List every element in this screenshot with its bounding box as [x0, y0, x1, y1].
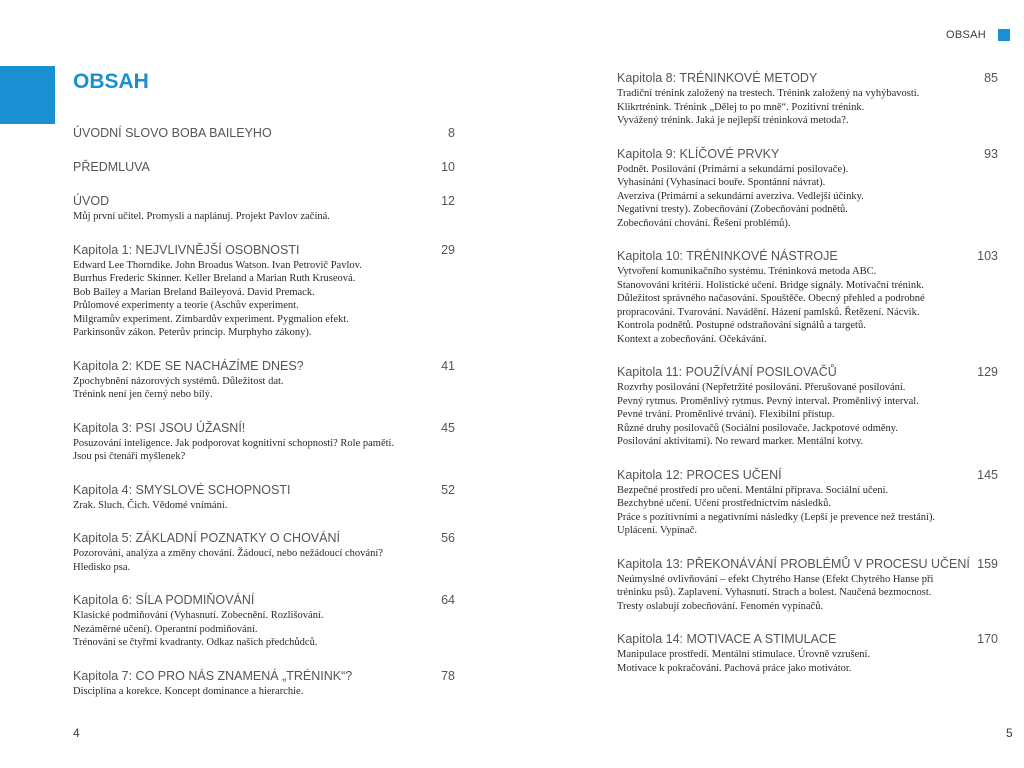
- chapter-description: [617, 648, 998, 675]
- chapter-description-line: Posuzování inteligence. Jak podporovat kognitivní schopnosti? Role paměti.: [73, 437, 395, 449]
- toc-entry-heading: [73, 592, 455, 608]
- chapter-title: Kapitola 1: NEJVLIVNĚJŠÍ OSOBNOSTI: [73, 242, 300, 257]
- chapter-description-line: Uplácení. Vypínač.: [617, 525, 697, 536]
- chapter-description: [617, 163, 998, 231]
- chapter-description: [617, 87, 998, 128]
- running-header: OBSAH: [946, 29, 987, 41]
- page-number-left: 4: [73, 726, 80, 740]
- chapter-description-line: propracování. Tvarování. Navádění. Házení pamlsků. Řetězení. Nácvik.: [617, 306, 920, 318]
- chapter-description-line: Stanovování kritérií. Holistické učení. Bridge signály. Motivační trénink.: [617, 279, 924, 291]
- chapter-description-line: Averziva (Primární a sekundární averziva. Vedlejší účinky.: [617, 190, 864, 202]
- chapter-description-line: Pozorování, analýza a změny chování. Žádoucí, nebo nežádoucí chování?: [73, 548, 383, 559]
- chapter-title: Kapitola 4: SMYSLOVÉ SCHOPNOSTI: [73, 482, 291, 497]
- chapter-description-line: Neúmyslné ovlivňování – efekt Chytrého Hanse (Efekt Chytrého Hanse při: [617, 573, 934, 585]
- accent-block: [0, 66, 55, 124]
- toc-right-column: [617, 70, 998, 693]
- page-number-right: 5: [1006, 726, 1013, 740]
- chapter-description-line: Kontrola podnětů. Postupné odstraňování signálů a targetů.: [617, 320, 866, 331]
- chapter-title: ÚVOD: [73, 194, 110, 208]
- chapter-description-line: Zrak. Sluch. Čich. Vědomé vnímání.: [73, 499, 228, 511]
- toc-entry: [73, 420, 455, 464]
- chapter-page-number: 78: [441, 668, 455, 683]
- chapter-title: Kapitola 2: KDE SE NACHÁZÍME DNES?: [73, 358, 304, 373]
- chapter-title: Kapitola 3: PSI JSOU ÚŽASNÍ!: [73, 420, 246, 435]
- chapter-description-line: Kontext a zobecňování. Očekávání.: [617, 333, 767, 345]
- chapter-description-line: Burrhus Frederic Skinner. Keller Breland a Marian Ruth Kruseová.: [73, 273, 356, 284]
- chapter-description: [617, 381, 998, 449]
- chapter-title: Kapitola 7: CO PRO NÁS ZNAMENÁ „TRÉNINK“?: [73, 668, 353, 683]
- chapter-title: Kapitola 8: TRÉNINKOVÉ METODY: [617, 71, 818, 85]
- chapter-page-number: 85: [984, 71, 998, 85]
- chapter-description-line: Milgramův experiment. Zimbardův experiment. Pygmalion efekt.: [73, 313, 349, 325]
- toc-entry: [617, 364, 998, 449]
- chapter-description-line: Různé druhy posilovačů (Sociální posilovače. Jackpotové odměny.: [617, 422, 899, 434]
- chapter-description-line: Můj první učitel. Promysli a naplánuj. Projekt Pavlov začíná.: [73, 211, 330, 222]
- toc-entry: [73, 592, 455, 650]
- toc-entry: [73, 125, 455, 141]
- toc-entry: [617, 556, 998, 614]
- toc-left-column: [73, 125, 455, 716]
- chapter-description: [73, 499, 455, 513]
- chapter-description-line: Tresty oslabují zobecňování. Fenomén vypínačů.: [617, 600, 824, 612]
- toc-entry-heading: [73, 159, 455, 175]
- chapter-description: [73, 437, 455, 464]
- chapter-description-line: Hledisko psa.: [73, 561, 131, 573]
- toc-entry: [617, 146, 998, 231]
- toc-entry: [73, 358, 455, 402]
- chapter-description-line: Tradiční trénink založený na trestech. Trénink založený na vyhýbavosti.: [617, 88, 920, 99]
- chapter-description-line: Disciplína a korekce. Koncept dominance a hierarchie.: [73, 685, 304, 697]
- chapter-page-number: 159: [977, 556, 998, 571]
- chapter-page-number: 41: [441, 358, 455, 373]
- chapter-title: Kapitola 9: KLÍČOVÉ PRVKY: [617, 146, 780, 161]
- toc-entry: [73, 668, 455, 699]
- toc-entry-heading: [617, 364, 998, 380]
- toc-entry: [73, 242, 455, 340]
- chapter-title: Kapitola 14: MOTIVACE A STIMULACE: [617, 632, 837, 646]
- toc-entry-heading: [617, 70, 998, 86]
- chapter-description-line: Vyvážený trénink. Jaká je nejlepší tréninková metoda?.: [617, 115, 849, 126]
- chapter-description-line: Pevný rytmus. Proměnlivý rytmus. Pevný interval. Proměnlivý interval.: [617, 395, 919, 407]
- chapter-description: [617, 265, 998, 346]
- chapter-title: Kapitola 12: PROCES UČENÍ: [617, 467, 782, 482]
- toc-entry-heading: [617, 146, 998, 162]
- chapter-description-line: Jsou psi čtenáři myšlenek?: [73, 451, 186, 462]
- chapter-description-line: Posilování aktivitami). No reward marker. Mentální kotvy.: [617, 436, 864, 447]
- chapter-page-number: 64: [441, 593, 455, 607]
- toc-entry-heading: [617, 248, 998, 264]
- chapter-description-line: Nezáměrné učení). Operantní podmiňování.: [73, 623, 258, 635]
- toc-entry-heading: [73, 420, 455, 436]
- chapter-description: [617, 484, 998, 538]
- chapter-description: [617, 573, 998, 614]
- chapter-page-number: 8: [448, 126, 455, 140]
- chapter-title: Kapitola 10: TRÉNINKOVÉ NÁSTROJE: [617, 249, 838, 263]
- chapter-title: Kapitola 13: PŘEKONÁVÁNÍ PROBLÉMŮ V PROCESU UČENÍ: [617, 556, 970, 571]
- chapter-description: [73, 210, 455, 224]
- chapter-description-line: Trénink není jen černý nebo bílý.: [73, 389, 213, 400]
- chapter-description-line: Zpochybnění názorových systémů. Důležitost dat.: [73, 375, 284, 387]
- chapter-description-line: Pevné trvání. Proměnlivé trvání). Flexibilní přístup.: [617, 409, 835, 420]
- chapter-description: [73, 259, 455, 340]
- chapter-title: Kapitola 11: POUŽÍVÁNÍ POSILOVAČŮ: [617, 365, 837, 379]
- toc-entry-heading: [73, 482, 455, 498]
- chapter-title: PŘEDMLUVA: [73, 160, 150, 174]
- toc-entry-heading: [73, 668, 455, 684]
- chapter-description-line: Bezpečné prostředí pro učení. Mentální příprava. Sociální učení.: [617, 484, 889, 496]
- chapter-description-line: Podnět. Posilování (Primární a sekundární posilovače).: [617, 163, 849, 175]
- toc-entry: [617, 631, 998, 675]
- chapter-title: Kapitola 5: ZÁKLADNÍ POZNATKY O CHOVÁNÍ: [73, 531, 340, 545]
- chapter-description: [73, 685, 455, 699]
- chapter-page-number: 52: [441, 482, 455, 497]
- chapter-page-number: 145: [977, 467, 998, 482]
- chapter-description-line: Manipulace prostředí. Mentální stimulace. Úrovně vzrušení.: [617, 649, 871, 660]
- chapter-description-line: Negativní tresty). Zobecňování (Zobecňování podnětů.: [617, 204, 848, 215]
- chapter-description-line: Průlomové experimenty a teorie (Aschův experiment.: [73, 300, 299, 311]
- toc-entry: [73, 530, 455, 574]
- chapter-description-line: Vytvoření komunikačního systému. Tréninková metoda ABC.: [617, 266, 877, 277]
- toc-entry-heading: [617, 556, 998, 572]
- chapter-description-line: Edward Lee Thorndike. John Broadus Watson. Ivan Petrovič Pavlov.: [73, 259, 362, 271]
- toc-entry-heading: [73, 530, 455, 546]
- toc-entry: [73, 482, 455, 513]
- chapter-page-number: 10: [441, 160, 455, 174]
- chapter-page-number: 103: [977, 249, 998, 263]
- chapter-description: [73, 609, 455, 650]
- chapter-description: [73, 547, 455, 574]
- toc-entry: [73, 159, 455, 175]
- chapter-page-number: 93: [984, 146, 998, 161]
- header-accent-square: [998, 29, 1010, 41]
- page-title: OBSAH: [73, 70, 149, 93]
- toc-entry: [617, 467, 998, 538]
- chapter-description-line: tréninku psů). Zaplavení. Vyhasnutí. Strach a bolest. Naučená bezmocnost.: [617, 587, 932, 598]
- toc-entry-heading: [73, 242, 455, 258]
- chapter-page-number: 12: [441, 194, 455, 208]
- toc-entry-heading: [73, 358, 455, 374]
- chapter-title: Kapitola 6: SÍLA PODMIŇOVÁNÍ: [73, 593, 255, 607]
- toc-entry-heading: [73, 125, 455, 141]
- chapter-page-number: 29: [441, 242, 455, 257]
- chapter-description-line: Rozvrhy posilování (Nepřetržité posilování. Přerušované posilování.: [617, 382, 906, 393]
- chapter-description: [73, 375, 455, 402]
- chapter-title: ÚVODNÍ SLOVO BOBA BAILEYHO: [73, 126, 272, 140]
- toc-entry: [73, 193, 455, 224]
- chapter-description-line: Klikrtrénink. Trénink „Dělej to po mně“. Pozitivní trénink.: [617, 101, 865, 113]
- chapter-description-line: Trénování se čtyřmi kvadranty. Odkaz našich předchůdců.: [73, 637, 318, 648]
- chapter-description-line: Klasické podmiňování (Vyhasnutí. Zobecnění. Rozlišování.: [73, 610, 324, 621]
- chapter-description-line: Vyhasínání (Vyhasínací bouře. Spontánní návrat).: [617, 177, 826, 188]
- toc-entry-heading: [73, 193, 455, 209]
- chapter-page-number: 170: [977, 632, 998, 646]
- chapter-description-line: Bezchybné učení. Učení prostřednictvím následků.: [617, 498, 832, 509]
- toc-entry-heading: [617, 631, 998, 647]
- chapter-page-number: 45: [441, 420, 455, 435]
- chapter-description-line: Parkinsonův zákon. Peterův princip. Murphyho zákony).: [73, 327, 312, 338]
- chapter-description-line: Důležitost správného načasování. Spouštěče. Obecný přehled a podrobné: [617, 293, 925, 304]
- toc-entry: [617, 248, 998, 346]
- toc-entry: [617, 70, 998, 128]
- chapter-page-number: 129: [977, 365, 998, 379]
- chapter-description-line: Zobecňování chování. Řešení problémů).: [617, 217, 791, 229]
- chapter-description-line: Motivace k pokračování. Pachová práce jako motivátor.: [617, 662, 852, 674]
- toc-entry-heading: [617, 467, 998, 483]
- chapter-page-number: 56: [441, 531, 455, 545]
- chapter-description-line: Bob Bailey a Marian Breland Baileyová. David Premack.: [73, 286, 315, 298]
- chapter-description-line: Práce s pozitivními a negativními následky (Lepší je prevence než trestání).: [617, 511, 936, 523]
